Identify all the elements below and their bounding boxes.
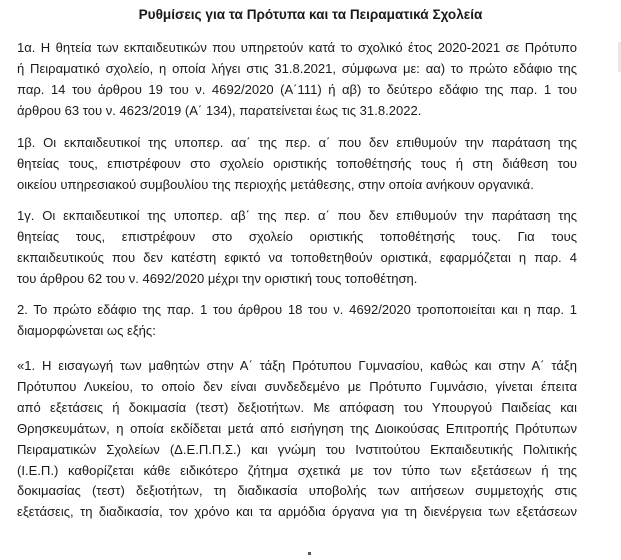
paragraph-line: από εξετάσεις ή δοκιμασία (τεστ) δεξιοτήτων. Με απόφαση του Υπουργού Παιδείας και [17,399,577,415]
paragraph-line: εξετάσεις, τη διαδικασία, τον χρόνο και τα αρμόδια όργανα για τη διενέργεια των εξετάσεων [17,504,577,520]
paragraph-line: ή Πειραματικό σχολείο, η οποία λήγει στις 31.8.2021, σύμφωνα με: αα) το πρώτο εδάφιο της [17,60,577,76]
paragraph-line: 1α. Η θητεία των εκπαιδευτικών που υπηρετούν κατά το σχολικό έτος 2020-2021 σε Πρότυπο [17,40,577,55]
paragraph-line: (Ι.Ε.Π.) καθορίζεται κάθε ειδικότερο ζήτημα σχετικά με τον τύπο των εξετάσεων ή της [17,462,577,478]
paragraph-2 [17,300,577,342]
paragraph-line: Πειραματικών Σχολείων (Δ.Ε.Π.Π.Σ.) και γνώμη του Ινστιτούτου Εκπαιδευτικής Πολιτικής [17,441,577,457]
paragraph-line: διαμορφώνεται ως εξής: [17,322,156,338]
paragraph-line: 1γ. Οι εκπαιδευτικοί της υποπερ. αβ΄ της περ. α΄ που δεν επιθυμούν την παράταση της [17,208,577,223]
paragraph-line: 2. Το πρώτο εδάφιο της παρ. 1 του άρθρου 18 του ν. 4692/2020 τροποποιείται και η παρ. 1 [17,302,577,317]
paragraph-line: θητείας τους, επιστρέφουν στο σχολείο οριστικής τοποθέτησής τους. Για τους [17,228,577,244]
paragraph-line: εκπαιδευτικούς που δεν κατέστη εφικτό να τοποθετηθούν οριστικά, εφαρμόζεται η παρ. 4 [17,249,577,265]
paragraph-line: άρθρου 63 του ν. 4623/2019 (Α΄ 134), παρατείνεται έως τις 31.8.2022. [17,102,422,118]
paragraph-quote [17,356,577,523]
paragraph-line: δοκιμασίας (τεστ) δεξιοτήτων, τη διαδικασία υποβολής των αιτήσεων συμμετοχής στις [17,483,577,499]
cut-off-glyph [308,552,311,555]
paragraph-1a [17,38,577,122]
paragraph-line: του άρθρου 62 του ν. 4692/2020 μέχρι την οριστική τους τοποθέτηση. [17,270,418,286]
paragraph-line: οικείου υπηρεσιακού συμβουλίου της περιοχής μετάθεσης, στην οποία ανήκουν οργανικά. [17,176,534,192]
paragraph-1c [17,206,577,290]
paragraph-line: θητείας τους, επιστρέφουν στο σχολείο οριστικής τοποθέτησής τους ή στη διάθεση του [17,155,577,171]
paragraph-line: παρ. 14 του άρθρου 19 του ν. 4692/2020 (Α΄111) ή αβ) το δεύτερο εδάφιο της παρ. 1 του [17,81,577,97]
paragraph-line: 1β. Οι εκπαιδευτικοί της υποπερ. αα΄ της περ. α΄ που δεν επιθυμούν την παράταση της [17,135,577,150]
paragraph-1b [17,133,577,196]
paragraph-line: «1. Η εισαγωγή των μαθητών στην Α΄ τάξη Πρότυπου Γυμνασίου, καθώς και στην Α΄ τάξη [17,358,577,373]
paragraph-line: Πρότυπου Λυκείου, το οποίο δεν είναι συνδεδεμένο με Πρότυπο Γυμνάσιο, γίνεται έπειτα [17,378,577,394]
document-title: Ρυθμίσεις για τα Πρότυπα και τα Πειραματικά Σχολεία [138,7,483,22]
paragraph-line: Θρησκευμάτων, η οποία εκδίδεται μετά από εισήγηση της Διοικούσας Επιτροπής Πρότυπων [17,420,577,436]
